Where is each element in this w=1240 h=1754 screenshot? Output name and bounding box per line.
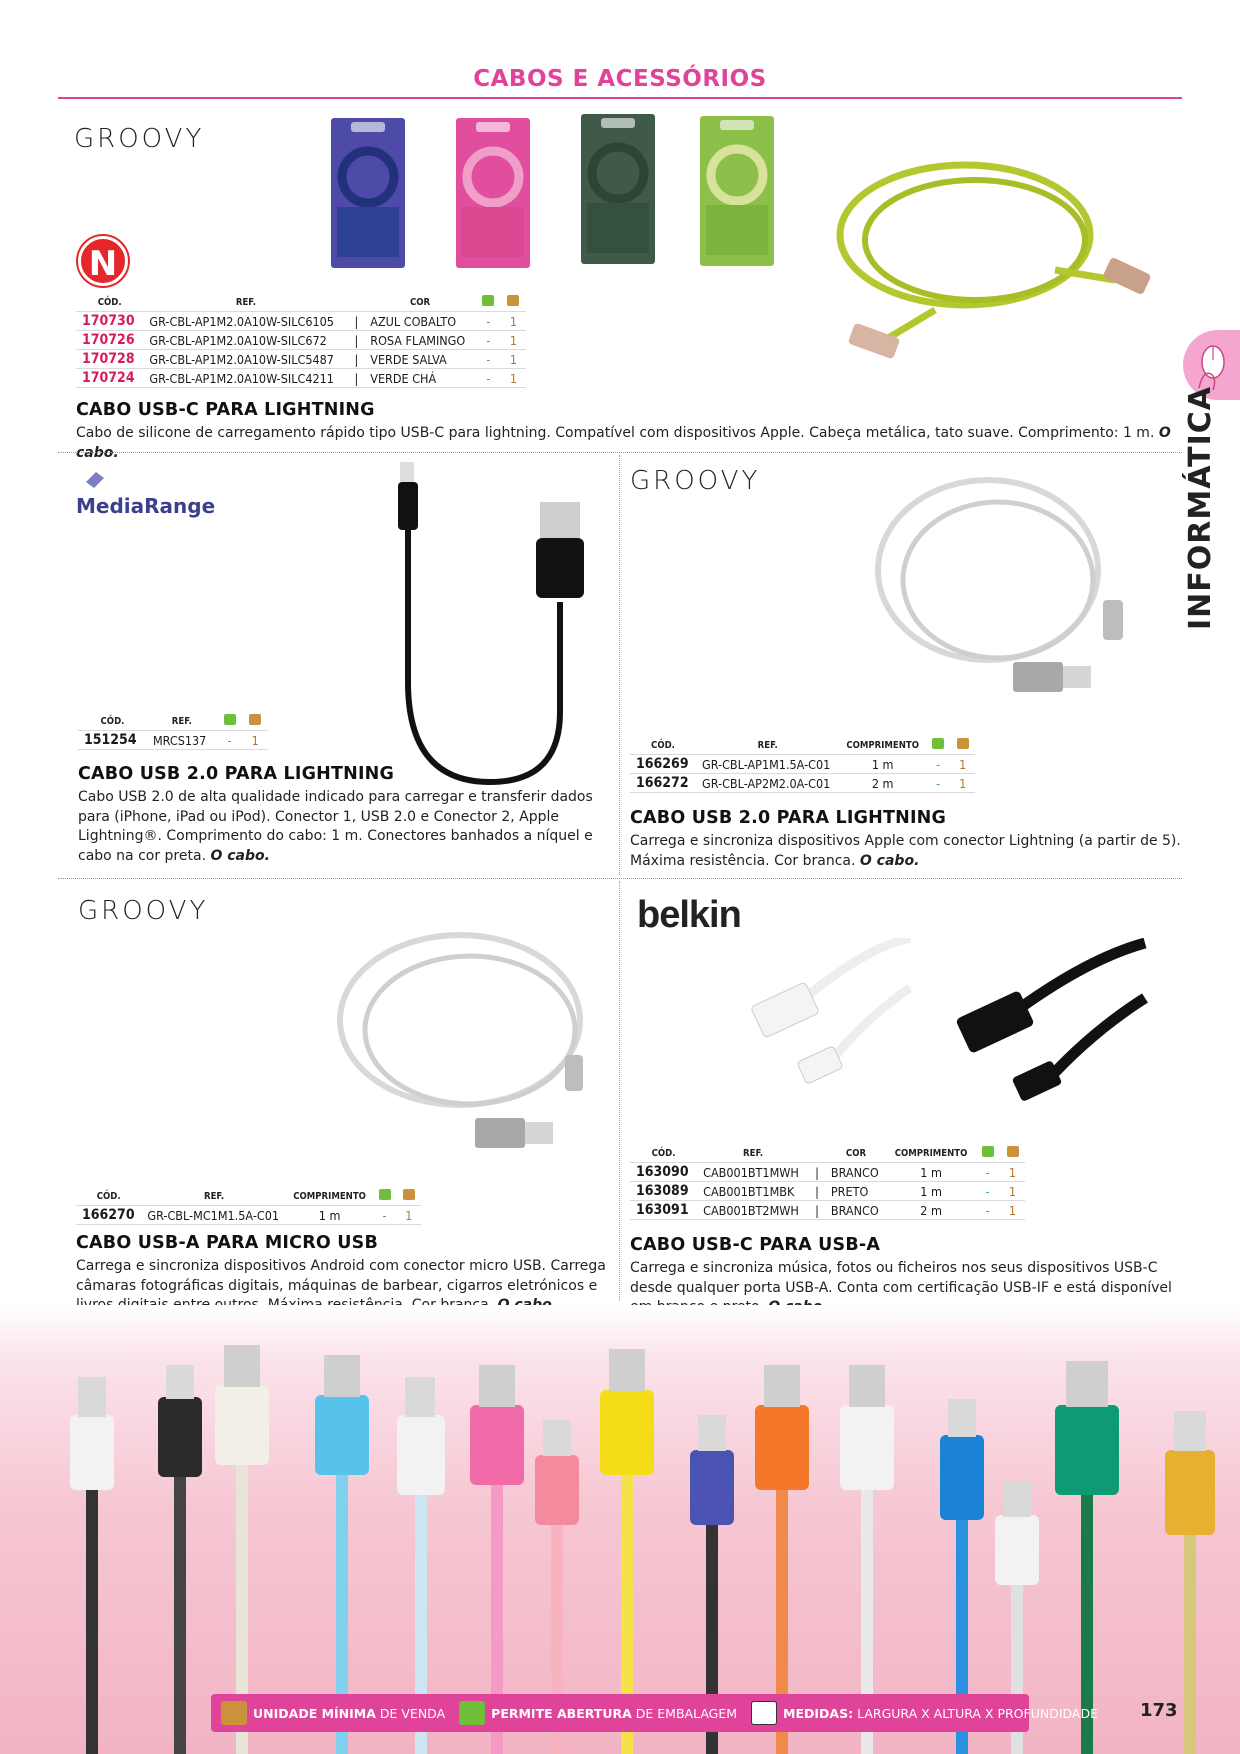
product-length: 1 m: [887, 1182, 975, 1201]
unit-value: 1: [1000, 1163, 1025, 1182]
product-color: ROSA FLAMINGO: [364, 331, 476, 350]
column-header: CÓD.: [97, 296, 122, 308]
belkin-logo: belkin: [637, 894, 741, 936]
product-code: 166272: [630, 774, 696, 793]
open-value: -: [975, 1201, 1000, 1220]
cable-cream: [215, 1345, 269, 1754]
package-light-green: [700, 116, 774, 266]
legend-item-dimensions: MEDIDAS: LARGURA X ALTURA X PROFUNDIDADE: [751, 1701, 1098, 1725]
mediarange-logo: [76, 470, 215, 518]
table-row: 170728 GR-CBL-AP1M2.0A10W-SILC5487 | VERDE SALVA - 1: [76, 350, 526, 369]
product-ref: GR-CBL-AP1M2.0A10W-SILC672: [143, 331, 348, 350]
header-rule: [58, 97, 1182, 99]
product-description: Cabo de silicone de carregamento rápido tipo USB-C para lightning. Compatível com dispositivos Apple. Cabeça metálica, tato suave. Comprimento: 1 m. O cabo.: [76, 425, 1171, 461]
ruler-icon: [751, 1701, 777, 1725]
product-code: 170728: [76, 350, 143, 369]
column-header: COMPRIMENTO: [894, 1147, 968, 1159]
column-header: COR: [410, 296, 431, 308]
product-cable-white-image: [745, 938, 915, 1088]
product-length: 1 m: [887, 1163, 975, 1182]
open-value: -: [476, 369, 501, 388]
groovy-logo: GROOVY: [78, 896, 209, 926]
product-ref: GR-CBL-AP1M1.5A-C01: [696, 755, 839, 774]
divider: [58, 452, 1182, 453]
open-value: -: [217, 731, 243, 750]
mediarange-mark-icon: [76, 470, 106, 490]
product-ref: CAB001BT1MBK: [697, 1182, 809, 1201]
table-row: 163089 CAB001BT1MBK | PRETO 1 m - 1: [630, 1182, 1025, 1201]
column-header: REF.: [757, 739, 778, 751]
open-value: -: [975, 1163, 1000, 1182]
side-tab-label: INFORMÁTICA: [1183, 386, 1218, 630]
product-ref: CAB001BT2MWH: [697, 1201, 809, 1220]
min-unit-icon: [957, 738, 969, 749]
product-code: 163091: [630, 1201, 697, 1220]
divider: [619, 455, 620, 875]
product-cable-image: [390, 462, 600, 792]
column-header: COMPRIMENTO: [846, 739, 919, 751]
legend-bar: [211, 1694, 1099, 1732]
product-title: CABO USB-A PARA MICRO USB: [76, 1233, 378, 1253]
product-length: 2 m: [839, 774, 926, 793]
cables-photo: [0, 1305, 1240, 1754]
open-value: -: [926, 774, 951, 793]
unit-value: 1: [1000, 1182, 1025, 1201]
product-description: Cabo USB 2.0 de alta qualidade indicado para carregar e transferir dados para (iPhone, iPad ou iPod). Conector 1, USB 2.0 e Conector 2, Apple Lightning®. Comprimento do cabo: 1 m. Conectores banhados a níquel e cabo na cor preta. O cabo.: [78, 789, 593, 864]
product-code: 151254: [78, 731, 147, 750]
product-cable-image: [330, 925, 620, 1165]
product-ref: GR-CBL-MC1M1.5A-C01: [141, 1206, 286, 1225]
package-blue: [331, 118, 405, 268]
open-value: -: [476, 350, 501, 369]
page-number: 173: [1140, 1700, 1178, 1721]
table-row: 163090 CAB001BT1MWH | BRANCO 1 m - 1: [630, 1163, 1025, 1182]
min-unit-icon: [1007, 1146, 1019, 1157]
cable-white-1: [70, 1377, 114, 1754]
table-row: 163091 CAB001BT2MWH | BRANCO 2 m - 1: [630, 1201, 1025, 1220]
unit-value: 1: [1000, 1201, 1025, 1220]
column-header: REF.: [171, 715, 192, 727]
cables-banner-image: [0, 1305, 1240, 1754]
table-row: [630, 755, 975, 774]
page-title: CABOS E ACESSÓRIOS: [473, 66, 767, 92]
product3-table: [630, 737, 975, 793]
unit-value: 1: [501, 369, 526, 388]
product-color: BRANCO: [825, 1201, 887, 1220]
open-value: -: [372, 1206, 396, 1225]
product-code: 170730: [76, 312, 143, 331]
product1-table: [76, 294, 526, 388]
open-package-icon: [224, 714, 236, 725]
mediarange-wordmark: MediaRange: [76, 494, 216, 518]
product-ref: CAB001BT1MWH: [697, 1163, 809, 1182]
min-unit-icon: [507, 295, 519, 306]
open-package-icon: [932, 738, 944, 749]
table-row: [630, 774, 975, 793]
unit-value: 1: [950, 774, 975, 793]
open-package-icon: [482, 295, 494, 306]
unit-value: 1: [950, 755, 975, 774]
product-ref: GR-CBL-AP1M2.0A10W-SILC4211: [143, 369, 348, 388]
box-icon: [221, 1701, 247, 1725]
table-row: [76, 1206, 421, 1225]
product-color: AZUL COBALTO: [364, 312, 476, 331]
table-row: 170724 GR-CBL-AP1M2.0A10W-SILC4211 | VERDE CHÁ - 1: [76, 369, 526, 388]
column-header: COR: [845, 1147, 867, 1159]
product-color: VERDE CHÁ: [364, 369, 476, 388]
product-description: Carrega e sincroniza dispositivos Apple com conector Lightning (a partir de 5). Máxima resistência. Cor branca. O cabo.: [630, 833, 1181, 869]
product-color: BRANCO: [825, 1163, 887, 1182]
product-color: VERDE SALVA: [364, 350, 476, 369]
open-value: -: [926, 755, 951, 774]
product-ref: GR-CBL-AP2M2.0A-C01: [696, 774, 839, 793]
product-title: CABO USB 2.0 PARA LIGHTNING: [78, 764, 395, 784]
product5-table: [630, 1145, 1025, 1220]
product-code: 170724: [76, 369, 143, 388]
product-code: 163090: [630, 1163, 697, 1182]
open-value: -: [476, 331, 501, 350]
column-header: REF.: [203, 1190, 225, 1202]
product-code: 170726: [76, 331, 143, 350]
column-header: REF.: [235, 296, 256, 308]
product-ref: GR-CBL-AP1M2.0A10W-SILC5487: [143, 350, 348, 369]
unit-value: 1: [501, 350, 526, 369]
open-package-icon: [379, 1189, 391, 1200]
column-header: REF.: [743, 1147, 764, 1159]
product-title: CABO USB 2.0 PARA LIGHTNING: [630, 808, 947, 828]
product-code: 166270: [76, 1206, 141, 1225]
product-packages-image: [325, 112, 785, 282]
product-description: Carrega e sincroniza dispositivos Android com conector micro USB. Carrega câmaras fotográficas digitais, máquinas de barbear, cigarros eletrónicos e: [76, 1258, 606, 1294]
product-title: CABO USB-C PARA USB-A: [630, 1235, 881, 1255]
column-header: CÓD.: [651, 739, 675, 751]
product-length: 2 m: [887, 1201, 975, 1220]
product-color: PRETO: [825, 1182, 887, 1201]
product2-table: [78, 713, 268, 750]
product-description: Carrega e sincroniza música, fotos ou ficheiros nos seus dispositivos USB-C desde qualquer porta USB-A. Conta com certificação USB-IF e está disponível: [630, 1260, 1172, 1296]
unit-value: 1: [501, 312, 526, 331]
package-pink: [456, 118, 530, 268]
product-cable-image: [868, 470, 1148, 700]
product4-table: [76, 1188, 421, 1225]
unit-value: 1: [242, 731, 268, 750]
column-header: CÓD.: [96, 1190, 121, 1202]
product-cable-black-image: [950, 938, 1150, 1108]
open-value: -: [975, 1182, 1000, 1201]
product-code: 166269: [630, 755, 696, 774]
groovy-logo: GROOVY: [630, 466, 761, 496]
open-value: -: [476, 312, 501, 331]
min-unit-icon: [249, 714, 261, 725]
legend-item-open-package: PERMITE ABERTURA DE EMBALAGEM: [459, 1701, 737, 1725]
product-length: 1 m: [287, 1206, 373, 1225]
divider: [58, 878, 1182, 879]
table-row: [78, 731, 268, 750]
min-unit-icon: [403, 1189, 415, 1200]
unit-value: 1: [397, 1206, 421, 1225]
product-length: 1 m: [839, 755, 926, 774]
legend-item-min-unit: UNIDADE MÍNIMA DE VENDA: [221, 1701, 445, 1725]
package-dark-green: [581, 114, 655, 264]
cable-green: [1055, 1361, 1119, 1754]
product-cable-image: [815, 140, 1165, 380]
product-ref: GR-CBL-AP1M2.0A10W-SILC6105: [143, 312, 348, 331]
unit-value: 1: [501, 331, 526, 350]
cable-black: [158, 1365, 202, 1754]
gift-box-icon: [459, 1701, 485, 1725]
product-code: 163089: [630, 1182, 697, 1201]
table-row: 170730 GR-CBL-AP1M2.0A10W-SILC6105 | AZUL COBALTO - 1: [76, 312, 526, 331]
column-header: COMPRIMENTO: [293, 1190, 366, 1202]
groovy-logo: GROOVY: [74, 124, 205, 154]
new-badge: N: [78, 236, 128, 286]
open-package-icon: [982, 1146, 994, 1157]
product-title: CABO USB-C PARA LIGHTNING: [76, 400, 375, 420]
column-header: CÓD.: [100, 715, 125, 727]
column-header: CÓD.: [651, 1147, 676, 1159]
table-row: 170726 GR-CBL-AP1M2.0A10W-SILC672 | ROSA FLAMINGO - 1: [76, 331, 526, 350]
product-ref: MRCS137: [147, 731, 217, 750]
